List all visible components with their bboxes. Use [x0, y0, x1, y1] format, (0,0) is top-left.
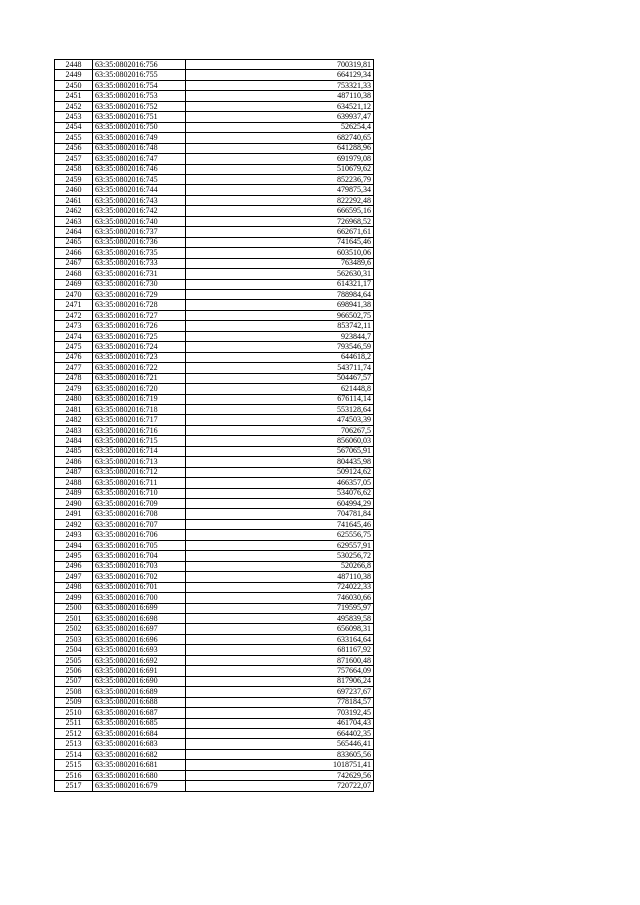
value-cell: 753321,33	[186, 80, 374, 90]
cadastral-number-cell: 63:35:0802016:703	[93, 561, 186, 571]
row-number-cell: 2494	[55, 540, 93, 550]
table-row	[55, 310, 374, 320]
row-number-cell: 2496	[55, 561, 93, 571]
row-number-cell: 2483	[55, 425, 93, 435]
cadastral-number-cell: 63:35:0802016:731	[93, 269, 186, 279]
table-row	[55, 645, 374, 655]
table-row	[55, 697, 374, 707]
row-number-cell: 2503	[55, 634, 93, 644]
table-row	[55, 676, 374, 686]
row-number-cell: 2506	[55, 666, 93, 676]
cadastral-number-cell: 63:35:0802016:754	[93, 80, 186, 90]
table-row	[55, 718, 374, 728]
table-row	[55, 488, 374, 498]
row-number-cell: 2464	[55, 227, 93, 237]
row-number-cell: 2480	[55, 394, 93, 404]
table-row	[55, 509, 374, 519]
cadastral-number-cell: 63:35:0802016:756	[93, 60, 186, 70]
cadastral-number-cell: 63:35:0802016:719	[93, 394, 186, 404]
table-row	[55, 614, 374, 624]
row-number-cell: 2468	[55, 269, 93, 279]
value-cell: 704781,84	[186, 509, 374, 519]
value-cell: 871600,48	[186, 655, 374, 665]
value-cell: 691979,08	[186, 154, 374, 164]
table-row	[55, 331, 374, 341]
table-row	[55, 593, 374, 603]
value-cell: 504467,57	[186, 373, 374, 383]
row-number-cell: 2473	[55, 321, 93, 331]
row-number-cell: 2475	[55, 342, 93, 352]
row-number-cell: 2481	[55, 404, 93, 414]
cadastral-number-cell: 63:35:0802016:722	[93, 363, 186, 373]
cadastral-number-cell: 63:35:0802016:690	[93, 676, 186, 686]
row-number-cell: 2478	[55, 373, 93, 383]
row-number-cell: 2465	[55, 237, 93, 247]
cadastral-number-cell: 63:35:0802016:728	[93, 300, 186, 310]
value-cell: 474503,39	[186, 415, 374, 425]
row-number-cell: 2452	[55, 101, 93, 111]
cadastral-number-cell: 63:35:0802016:692	[93, 655, 186, 665]
value-cell: 706267,5	[186, 425, 374, 435]
cadastral-number-cell: 63:35:0802016:737	[93, 227, 186, 237]
table-row	[55, 425, 374, 435]
cadastral-number-cell: 63:35:0802016:714	[93, 446, 186, 456]
table-row	[55, 781, 374, 791]
value-cell: 520266,8	[186, 561, 374, 571]
table-row	[55, 258, 374, 268]
row-number-cell: 2488	[55, 478, 93, 488]
table-row	[55, 227, 374, 237]
value-cell: 682740,65	[186, 133, 374, 143]
table-row	[55, 415, 374, 425]
row-number-cell: 2484	[55, 436, 93, 446]
value-cell: 633164,64	[186, 634, 374, 644]
cadastral-number-cell: 63:35:0802016:715	[93, 436, 186, 446]
value-cell: 466357,05	[186, 478, 374, 488]
value-cell: 1018751,41	[186, 760, 374, 770]
table-row	[55, 352, 374, 362]
table-row	[55, 154, 374, 164]
row-number-cell: 2449	[55, 70, 93, 80]
cadastral-number-cell: 63:35:0802016:735	[93, 248, 186, 258]
cadastral-number-cell: 63:35:0802016:689	[93, 687, 186, 697]
row-number-cell: 2487	[55, 467, 93, 477]
value-cell: 681167,92	[186, 645, 374, 655]
cadastral-number-cell: 63:35:0802016:684	[93, 729, 186, 739]
table-row	[55, 216, 374, 226]
row-number-cell: 2493	[55, 530, 93, 540]
value-cell: 923844,7	[186, 331, 374, 341]
row-number-cell: 2504	[55, 645, 93, 655]
table-row	[55, 195, 374, 205]
row-number-cell: 2479	[55, 384, 93, 394]
value-cell: 495839,58	[186, 614, 374, 624]
value-cell: 526254,4	[186, 122, 374, 132]
cadastral-number-cell: 63:35:0802016:746	[93, 164, 186, 174]
row-number-cell: 2456	[55, 143, 93, 153]
value-cell: 793546,59	[186, 342, 374, 352]
table-row	[55, 467, 374, 477]
row-number-cell: 2517	[55, 781, 93, 791]
table-row	[55, 760, 374, 770]
cadastral-number-cell: 63:35:0802016:691	[93, 666, 186, 676]
row-number-cell: 2457	[55, 154, 93, 164]
row-number-cell: 2486	[55, 457, 93, 467]
cadastral-number-cell: 63:35:0802016:744	[93, 185, 186, 195]
value-cell: 510679,62	[186, 164, 374, 174]
cadastral-number-cell: 63:35:0802016:718	[93, 404, 186, 414]
cadastral-value-table	[54, 59, 374, 792]
row-number-cell: 2459	[55, 174, 93, 184]
cadastral-number-cell: 63:35:0802016:704	[93, 551, 186, 561]
table-row	[55, 143, 374, 153]
table-body	[55, 60, 374, 792]
table-row	[55, 289, 374, 299]
cadastral-number-cell: 63:35:0802016:721	[93, 373, 186, 383]
row-number-cell: 2463	[55, 216, 93, 226]
row-number-cell: 2514	[55, 749, 93, 759]
value-cell: 625556,75	[186, 530, 374, 540]
table-row	[55, 519, 374, 529]
cadastral-number-cell: 63:35:0802016:688	[93, 697, 186, 707]
cadastral-number-cell: 63:35:0802016:679	[93, 781, 186, 791]
table-row	[55, 206, 374, 216]
value-cell: 703192,45	[186, 708, 374, 718]
row-number-cell: 2451	[55, 91, 93, 101]
row-number-cell: 2509	[55, 697, 93, 707]
cadastral-number-cell: 63:35:0802016:717	[93, 415, 186, 425]
table-row	[55, 91, 374, 101]
table-row	[55, 321, 374, 331]
cadastral-number-cell: 63:35:0802016:743	[93, 195, 186, 205]
cadastral-number-cell: 63:35:0802016:700	[93, 593, 186, 603]
cadastral-number-cell: 63:35:0802016:705	[93, 540, 186, 550]
value-cell: 763489,6	[186, 258, 374, 268]
cadastral-number-cell: 63:35:0802016:742	[93, 206, 186, 216]
table-row	[55, 666, 374, 676]
cadastral-number-cell: 63:35:0802016:685	[93, 718, 186, 728]
table-row	[55, 446, 374, 456]
value-cell: 719595,97	[186, 603, 374, 613]
table-row	[55, 279, 374, 289]
value-cell: 634521,12	[186, 101, 374, 111]
table-row	[55, 384, 374, 394]
value-cell: 644618,2	[186, 352, 374, 362]
cadastral-number-cell: 63:35:0802016:736	[93, 237, 186, 247]
table-row	[55, 404, 374, 414]
row-number-cell: 2453	[55, 112, 93, 122]
cadastral-number-cell: 63:35:0802016:681	[93, 760, 186, 770]
row-number-cell: 2476	[55, 352, 93, 362]
value-cell: 553128,64	[186, 404, 374, 414]
table-row	[55, 572, 374, 582]
table-row	[55, 478, 374, 488]
value-cell: 534076,62	[186, 488, 374, 498]
value-cell: 757664,09	[186, 666, 374, 676]
table-row	[55, 749, 374, 759]
row-number-cell: 2495	[55, 551, 93, 561]
cadastral-number-cell: 63:35:0802016:707	[93, 519, 186, 529]
row-number-cell: 2499	[55, 593, 93, 603]
cadastral-number-cell: 63:35:0802016:699	[93, 603, 186, 613]
row-number-cell: 2477	[55, 363, 93, 373]
row-number-cell: 2510	[55, 708, 93, 718]
table-row	[55, 394, 374, 404]
value-cell: 629557,91	[186, 540, 374, 550]
table-row	[55, 122, 374, 132]
value-cell: 487110,38	[186, 91, 374, 101]
row-number-cell: 2505	[55, 655, 93, 665]
table-row	[55, 530, 374, 540]
cadastral-number-cell: 63:35:0802016:745	[93, 174, 186, 184]
row-number-cell: 2489	[55, 488, 93, 498]
row-number-cell: 2498	[55, 582, 93, 592]
table-row	[55, 540, 374, 550]
row-number-cell: 2472	[55, 310, 93, 320]
row-number-cell: 2490	[55, 499, 93, 509]
table-row	[55, 269, 374, 279]
row-number-cell: 2516	[55, 770, 93, 780]
cadastral-number-cell: 63:35:0802016:748	[93, 143, 186, 153]
table-row	[55, 687, 374, 697]
table-row	[55, 770, 374, 780]
table-row	[55, 499, 374, 509]
row-number-cell: 2454	[55, 122, 93, 132]
value-cell: 562630,31	[186, 269, 374, 279]
table-row	[55, 634, 374, 644]
value-cell: 778184,57	[186, 697, 374, 707]
row-number-cell: 2462	[55, 206, 93, 216]
value-cell: 530256,72	[186, 551, 374, 561]
row-number-cell: 2492	[55, 519, 93, 529]
row-number-cell: 2455	[55, 133, 93, 143]
value-cell: 639937,47	[186, 112, 374, 122]
value-cell: 804435,98	[186, 457, 374, 467]
value-cell: 698941,38	[186, 300, 374, 310]
cadastral-number-cell: 63:35:0802016:753	[93, 91, 186, 101]
cadastral-number-cell: 63:35:0802016:727	[93, 310, 186, 320]
cadastral-number-cell: 63:35:0802016:749	[93, 133, 186, 143]
cadastral-number-cell: 63:35:0802016:751	[93, 112, 186, 122]
table-row	[55, 300, 374, 310]
row-number-cell: 2501	[55, 614, 93, 624]
table-row	[55, 342, 374, 352]
table-row	[55, 70, 374, 80]
table-row	[55, 80, 374, 90]
table-row	[55, 729, 374, 739]
table-row	[55, 551, 374, 561]
value-cell: 479875,34	[186, 185, 374, 195]
value-cell: 604994,29	[186, 499, 374, 509]
cadastral-number-cell: 63:35:0802016:712	[93, 467, 186, 477]
value-cell: 565446,41	[186, 739, 374, 749]
table-row	[55, 174, 374, 184]
cadastral-number-cell: 63:35:0802016:729	[93, 289, 186, 299]
row-number-cell: 2500	[55, 603, 93, 613]
value-cell: 720722,07	[186, 781, 374, 791]
value-cell: 614321,17	[186, 279, 374, 289]
cadastral-number-cell: 63:35:0802016:702	[93, 572, 186, 582]
table-row	[55, 582, 374, 592]
row-number-cell: 2461	[55, 195, 93, 205]
row-number-cell: 2474	[55, 331, 93, 341]
table-row	[55, 561, 374, 571]
row-number-cell: 2450	[55, 80, 93, 90]
value-cell: 742629,56	[186, 770, 374, 780]
value-cell: 726968,52	[186, 216, 374, 226]
value-cell: 817906,24	[186, 676, 374, 686]
row-number-cell: 2512	[55, 729, 93, 739]
row-number-cell: 2515	[55, 760, 93, 770]
cadastral-number-cell: 63:35:0802016:716	[93, 425, 186, 435]
value-cell: 822292,48	[186, 195, 374, 205]
cadastral-number-cell: 63:35:0802016:755	[93, 70, 186, 80]
cadastral-number-cell: 63:35:0802016:701	[93, 582, 186, 592]
cadastral-number-cell: 63:35:0802016:697	[93, 624, 186, 634]
row-number-cell: 2470	[55, 289, 93, 299]
cadastral-number-cell: 63:35:0802016:752	[93, 101, 186, 111]
value-cell: 662671,61	[186, 227, 374, 237]
cadastral-number-cell: 63:35:0802016:706	[93, 530, 186, 540]
row-number-cell: 2507	[55, 676, 93, 686]
value-cell: 656098,31	[186, 624, 374, 634]
table-row	[55, 248, 374, 258]
cadastral-number-cell: 63:35:0802016:723	[93, 352, 186, 362]
value-cell: 852236,79	[186, 174, 374, 184]
table-row	[55, 457, 374, 467]
row-number-cell: 2513	[55, 739, 93, 749]
row-number-cell: 2467	[55, 258, 93, 268]
value-cell: 724022,33	[186, 582, 374, 592]
table-row	[55, 164, 374, 174]
cadastral-number-cell: 63:35:0802016:683	[93, 739, 186, 749]
table-row	[55, 603, 374, 613]
value-cell: 567065,91	[186, 446, 374, 456]
table-row	[55, 708, 374, 718]
value-cell: 676114,14	[186, 394, 374, 404]
cadastral-number-cell: 63:35:0802016:698	[93, 614, 186, 624]
value-cell: 509124,62	[186, 467, 374, 477]
row-number-cell: 2502	[55, 624, 93, 634]
cadastral-number-cell: 63:35:0802016:747	[93, 154, 186, 164]
table-row	[55, 237, 374, 247]
table-row	[55, 655, 374, 665]
cadastral-number-cell: 63:35:0802016:710	[93, 488, 186, 498]
row-number-cell: 2458	[55, 164, 93, 174]
cadastral-number-cell: 63:35:0802016:708	[93, 509, 186, 519]
table-row	[55, 133, 374, 143]
table-row	[55, 60, 374, 70]
row-number-cell: 2508	[55, 687, 93, 697]
value-cell: 741645,46	[186, 519, 374, 529]
cadastral-number-cell: 63:35:0802016:720	[93, 384, 186, 394]
value-cell: 746030,66	[186, 593, 374, 603]
value-cell: 697237,67	[186, 687, 374, 697]
cadastral-number-cell: 63:35:0802016:730	[93, 279, 186, 289]
row-number-cell: 2491	[55, 509, 93, 519]
table-row	[55, 112, 374, 122]
row-number-cell: 2466	[55, 248, 93, 258]
cadastral-number-cell: 63:35:0802016:709	[93, 499, 186, 509]
row-number-cell: 2471	[55, 300, 93, 310]
value-cell: 461704,43	[186, 718, 374, 728]
value-cell: 856060,03	[186, 436, 374, 446]
table-row	[55, 363, 374, 373]
value-cell: 621448,8	[186, 384, 374, 394]
table-row	[55, 101, 374, 111]
value-cell: 666595,16	[186, 206, 374, 216]
table-row	[55, 436, 374, 446]
value-cell: 853742,11	[186, 321, 374, 331]
row-number-cell: 2485	[55, 446, 93, 456]
table-row	[55, 739, 374, 749]
value-cell: 700319,81	[186, 60, 374, 70]
value-cell: 543711,74	[186, 363, 374, 373]
value-cell: 741645,46	[186, 237, 374, 247]
row-number-cell: 2511	[55, 718, 93, 728]
cadastral-number-cell: 63:35:0802016:711	[93, 478, 186, 488]
cadastral-number-cell: 63:35:0802016:696	[93, 634, 186, 644]
table-row	[55, 373, 374, 383]
table-row	[55, 185, 374, 195]
cadastral-number-cell: 63:35:0802016:740	[93, 216, 186, 226]
row-number-cell: 2469	[55, 279, 93, 289]
value-cell: 664129,34	[186, 70, 374, 80]
value-cell: 487110,38	[186, 572, 374, 582]
cadastral-number-cell: 63:35:0802016:725	[93, 331, 186, 341]
row-number-cell: 2482	[55, 415, 93, 425]
row-number-cell: 2460	[55, 185, 93, 195]
cadastral-number-cell: 63:35:0802016:733	[93, 258, 186, 268]
value-cell: 603510,06	[186, 248, 374, 258]
cadastral-number-cell: 63:35:0802016:687	[93, 708, 186, 718]
cadastral-number-cell: 63:35:0802016:726	[93, 321, 186, 331]
value-cell: 641288,96	[186, 143, 374, 153]
value-cell: 788984,64	[186, 289, 374, 299]
value-cell: 966502,75	[186, 310, 374, 320]
value-cell: 833605,56	[186, 749, 374, 759]
cadastral-number-cell: 63:35:0802016:680	[93, 770, 186, 780]
cadastral-number-cell: 63:35:0802016:724	[93, 342, 186, 352]
row-number-cell: 2497	[55, 572, 93, 582]
cadastral-number-cell: 63:35:0802016:682	[93, 749, 186, 759]
value-cell: 664402,35	[186, 729, 374, 739]
cadastral-number-cell: 63:35:0802016:713	[93, 457, 186, 467]
row-number-cell: 2448	[55, 60, 93, 70]
cadastral-number-cell: 63:35:0802016:693	[93, 645, 186, 655]
table-row	[55, 624, 374, 634]
cadastral-number-cell: 63:35:0802016:750	[93, 122, 186, 132]
